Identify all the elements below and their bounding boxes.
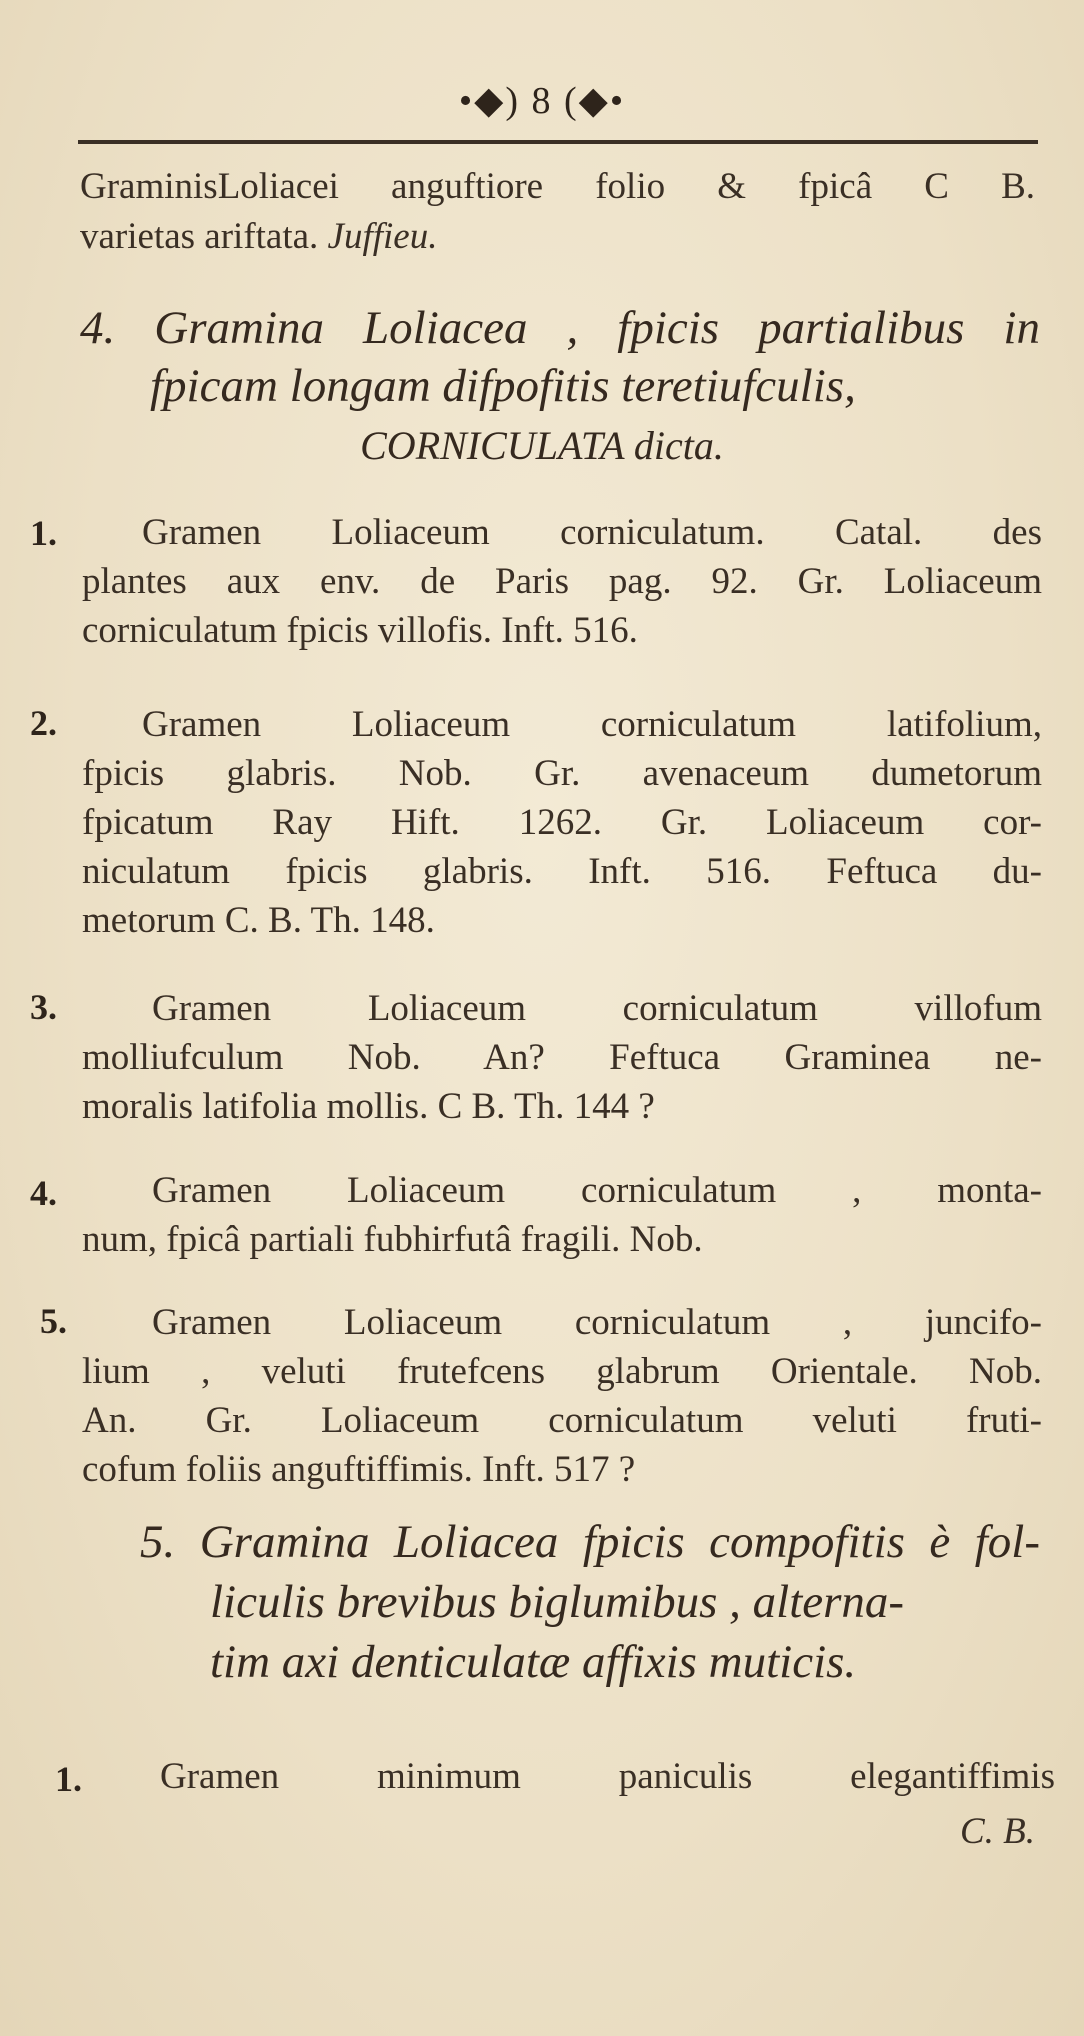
- entry-5-1-number: 1.: [55, 1759, 82, 1799]
- entry-4-2: [82, 700, 1042, 945]
- entry-line: num, fpicâ partiali fubhirfutâ fragili. Nob.: [82, 1219, 703, 1260]
- entry-line: corniculatum fpicis villofis. Inft. 516.: [82, 610, 638, 651]
- entry-4-1: [82, 508, 1042, 655]
- section-4-title-1: Gramina Loliacea , fpicis partialibus in: [154, 302, 1040, 354]
- entry-line: cofum foliis anguftiffimis. Inft. 517 ?: [82, 1449, 636, 1490]
- entry-line: Gramen Loliaceum corniculatum , monta-: [152, 1170, 1042, 1211]
- section-5-heading-line-3: tim axi denticulatæ affixis muticis.: [210, 1636, 857, 1688]
- entry-4-5: [82, 1298, 1042, 1494]
- entry-line: Gramen Loliaceum corniculatum. Catal. des: [142, 512, 1042, 553]
- continuation-author: Juffieu.: [327, 216, 438, 257]
- entry-line: Gramen Loliaceum corniculatum latifolium,: [142, 704, 1042, 745]
- entry-line: Gramen Loliaceum corniculatum , juncifo-: [152, 1302, 1042, 1343]
- entry-4-5-number: 5.: [40, 1301, 67, 1341]
- entry-4-2-number: 2.: [30, 703, 57, 743]
- entry-4-3-number: 3.: [30, 987, 57, 1027]
- header-rule: [78, 140, 1038, 144]
- entry-line: molliufculum Nob. An? Feftuca Graminea ne-: [82, 1037, 1042, 1078]
- entry-line: An. Gr. Loliaceum corniculatum veluti fruti-: [82, 1400, 1042, 1441]
- running-header: •◆) 8 (◆•: [458, 80, 626, 122]
- section-5-heading-line-2: liculis brevibus biglumibus , alterna-: [210, 1576, 905, 1628]
- entry-line: fpicis glabris. Nob. Gr. avenaceum dumetorum: [82, 753, 1042, 794]
- entry-line: fpicatum Ray Hift. 1262. Gr. Loliaceum cor-: [82, 802, 1042, 843]
- entry-line: plantes aux env. de Paris pag. 92. Gr. Loliaceum: [82, 561, 1042, 602]
- entry-5-1-line-1: Gramen minimum paniculis elegantiffimis: [160, 1756, 1055, 1797]
- section-5-title-1: Gramina Loliacea fpicis compofitis è fol-: [199, 1516, 1040, 1568]
- section-4-heading-line-1: [80, 300, 1040, 356]
- entry-4-4: [82, 1166, 1042, 1264]
- entry-4-3: [82, 984, 1042, 1131]
- section-4-number: 4.: [80, 302, 116, 354]
- section-4-heading-line-2: fpicam longam difpofitis teretiufculis,: [150, 360, 856, 412]
- section-4-heading-line-3: CORNICULATA dicta.: [360, 423, 724, 468]
- continuation-text: varietas ariftata.: [80, 216, 319, 257]
- continuation-line-2: [80, 212, 437, 261]
- entry-line: metorum C. B. Th. 148.: [82, 900, 435, 941]
- entry-line: Gramen Loliaceum corniculatum villofum: [152, 988, 1042, 1029]
- entry-line: moralis latifolia mollis. C B. Th. 144 ?: [82, 1086, 655, 1127]
- entry-4-4-number: 4.: [30, 1173, 57, 1213]
- entry-4-1-number: 1.: [30, 513, 57, 553]
- section-5-number: 5.: [140, 1516, 176, 1568]
- entry-line: niculatum fpicis glabris. Inft. 516. Feftuca du-: [82, 851, 1042, 892]
- entry-line: lium , veluti frutefcens glabrum Orientale. Nob.: [82, 1351, 1042, 1392]
- continuation-line-1: GraminisLoliacei anguftiore folio & fpicâ C B.: [80, 166, 1035, 207]
- section-5-heading-line-1: [140, 1514, 1040, 1570]
- entry-5-1-line-2: C. B.: [960, 1811, 1036, 1852]
